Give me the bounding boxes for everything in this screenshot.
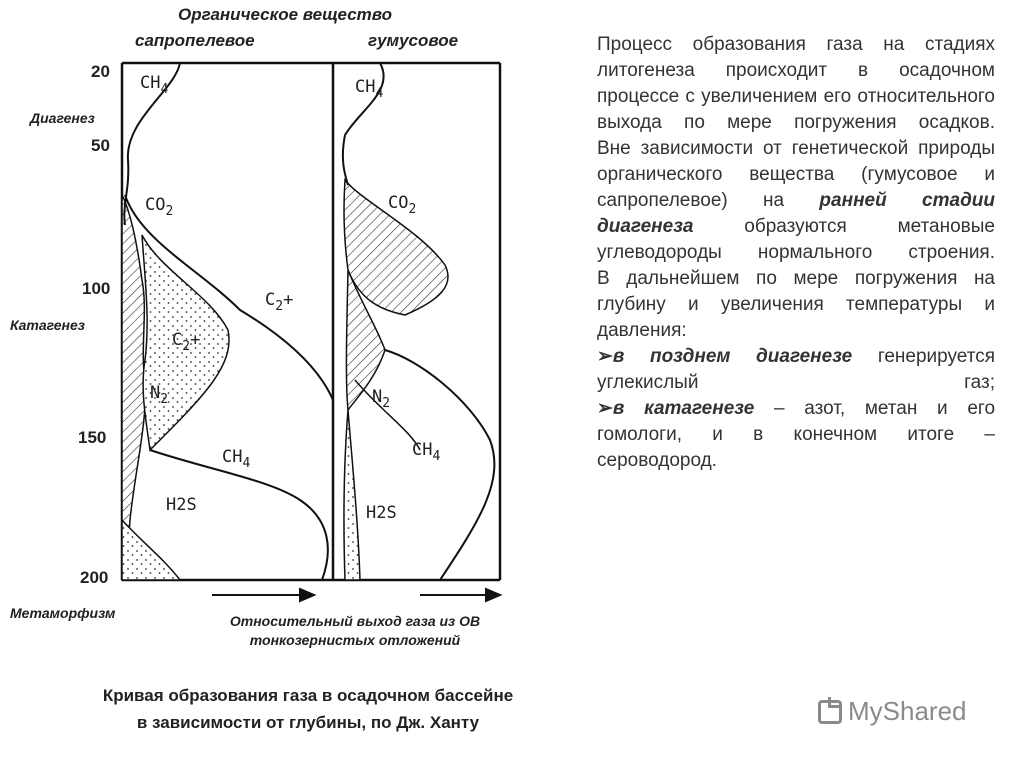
left-h2s-dotted-area (122, 520, 180, 580)
label-r-n2: $N_2$ (372, 387, 391, 411)
myshared-logo (818, 696, 967, 727)
label-l-n2: $N_2$ (150, 383, 169, 407)
label-l-c2plus-big: $C_2+$ (265, 290, 294, 314)
stage-catagenesis: Катагенез (10, 317, 85, 333)
x-axis-note-line2: тонкозернистых отложений (249, 632, 461, 648)
column-label-sapropel: сапропелевое (135, 31, 255, 50)
myshared-logo-text: MyShared (848, 696, 967, 726)
arrow-bullet-icon: ➢ (597, 346, 613, 367)
label-l-co2: $CO_2$ (145, 195, 174, 219)
label-r-ch4: $CH_4$ (412, 440, 441, 464)
right-inner-curve (355, 380, 420, 450)
right-h2s-dotted-area (344, 410, 360, 580)
x-axis-note-line1: Относительный выход газа из ОВ (229, 613, 481, 629)
stage-metamorphism: Метаморфизм (10, 605, 116, 621)
stage-diagenesis: Диагенез (30, 110, 95, 126)
depth-tick-20: 20 (91, 62, 110, 81)
label-r-h2s: H2S (366, 503, 397, 523)
depth-tick-100: 100 (82, 279, 111, 298)
depth-tick-200: 200 (80, 568, 109, 587)
figure-caption-line2: в зависимости от глубины, по Дж. Ханту (136, 713, 480, 732)
figure-caption-line1: Кривая образования газа в осадочном бассейне (102, 686, 514, 705)
right-c2plus-curve (385, 350, 494, 580)
emphasis-early-diagenesis: ранней стадии диагенеза (597, 190, 996, 237)
x-axis-arrows (212, 589, 500, 601)
label-r-co2: $CO_2$ (388, 193, 417, 217)
paragraph-genetic-nature: Вне зависимости от генетической природы органического вещества (гумусовое и сапропелевое) на ранней стадии диагенеза образуются метановые углеводороды нормального строения. (597, 138, 996, 263)
depth-tick-150: 150 (78, 428, 107, 447)
paragraph-intro: Процесс образования газа на стадиях литогенеза происходит в осадочном процессе с увеличением его относительного выхода по мере погружения осадков. (597, 34, 995, 133)
label-l-ch4: $CH_4$ (222, 447, 251, 471)
bullet-late-diagenesis: ➢в позднем диагенезе генерируется углекислый газ; (597, 346, 995, 393)
depth-tick-50: 50 (91, 136, 110, 155)
paragraph-further: В дальнейшем по мере погружения на глубину и увеличения температуры и давления: (597, 268, 995, 341)
arrow-bullet-icon: ➢ (597, 398, 613, 419)
bullet-catagenesis: ➢в катагенезе – азот, метан и его гомологи, и в конечном итоге – сероводород. (597, 398, 996, 471)
label-l-c2plus: $C_2+$ (172, 330, 201, 354)
left-co2-hatched-area (122, 195, 145, 580)
label-l-ch4-top: $CH_4$ (140, 73, 169, 97)
column-label-humus: гумусовое (368, 31, 459, 50)
myshared-logo-icon (818, 700, 842, 724)
left-ch4-lower-curve (150, 450, 328, 580)
figure-header-title: Органическое вещество (178, 5, 393, 24)
label-r-ch4-top: $CH_4$ (355, 77, 384, 101)
description-text-block (597, 32, 995, 474)
label-l-h2s: H2S (166, 495, 197, 515)
